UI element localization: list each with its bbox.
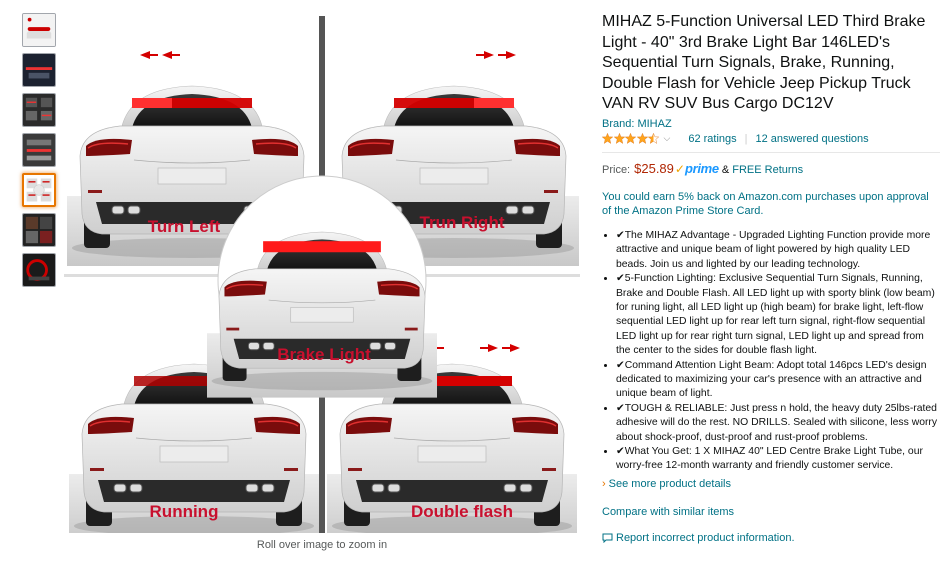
star-rating[interactable] [602,133,660,144]
price-label: Price: [602,163,631,176]
half-star-icon [648,133,659,144]
star-icon [637,133,648,144]
thumbnail-1[interactable] [22,13,56,47]
thumbnail-2[interactable] [22,53,56,87]
separator: | [744,132,748,145]
zoom-hint: Roll over image to zoom in [256,539,388,551]
free-returns-link[interactable]: FREE Returns [732,163,804,176]
comment-icon [602,533,613,543]
caption-turn-right: Trun Right [419,213,505,232]
prime-badge-icon: ✓ prime [674,160,719,176]
see-more-label: See more product details [608,477,731,490]
chevron-down-icon[interactable]: ⌵ [663,133,671,144]
prime-card-promo[interactable]: You could earn 5% back on Amazon.com purchases upon approval of the Amazon Prime Store Card. [602,190,929,218]
price-row [602,161,940,176]
turn-right-arrows-icon [476,51,516,59]
compare-link[interactable]: Compare with similar items [602,505,735,518]
star-icon [625,133,636,144]
list-item: • ✔The MIHAZ Advantage - Upgraded Lighting Function provide more attractive and unique beam of light powered by high quality LED beads. Join us and lighted by our leading technology. [616,229,940,272]
ampersand: & [721,163,730,176]
divider [602,152,940,153]
caption-running: Running [149,502,219,521]
thumbnail-3[interactable] [22,93,56,127]
list-item: • ✔What You Get: 1 X MIHAZ 40" LED Centre Brake Light Tube, our worry-free 12-month warranty and friendly customer service. [616,445,940,474]
feature-bullets [616,229,940,474]
list-item: • ✔TOUGH & RELIABLE: Just press n hold, the heavy duty 25lbs-rated adhesive will do the rest. NO DRILLS. Sealed with silicone, less worry about shock-proof, dust-proof and rust-proof problems. [616,402,940,445]
caption-brake-light: Brake Light [277,345,371,364]
ratings-link[interactable]: 62 ratings [688,132,737,145]
questions-link[interactable]: 12 answered questions [755,132,869,145]
thumbnail-strip [22,13,58,293]
caption-turn-left: Turn Left [147,217,221,236]
product-info [602,12,940,544]
brand-link[interactable]: Brand: MIHAZ [602,117,672,130]
thumbnail-6[interactable] [22,213,56,247]
turn-left-arrows-icon [140,51,180,59]
chevron-right-icon: › [602,477,606,490]
caption-double-flash: Double flash [410,502,514,521]
star-icon [614,133,625,144]
report-link[interactable] [602,532,940,544]
thumbnail-7[interactable] [22,253,56,287]
thumbnail-4[interactable] [22,133,56,167]
main-product-image[interactable] [64,16,580,533]
see-more-details[interactable] [602,478,940,490]
star-icon [602,133,613,144]
list-item: • ✔5-Function Lighting: Exclusive Sequential Turn Signals, Running, Brake and Double Flash. All LED light up with sporty blink (low beam) for runing light, all LED light up (high beam) for brake light, left-flow sequential LED light up for rear left turn signal, right-flow sequential LED light up for rear right turn signal, LED light up and spread from the center to the sides for double flash light. [616,272,940,358]
free-returns [722,164,803,176]
product-title: MIHAZ 5-Function Universal LED Third Brake Light - 40" 3rd Brake Light Bar 146LED's Sequential Turn Signals, Brake, Running, Double Flash for Vehicle Jeep Pickup Truck VAN RV SUV Bus Cargo DC12V [602,13,926,113]
report-label: Report incorrect product information. [616,531,795,544]
thumbnail-5-selected[interactable] [22,173,56,207]
list-item: • ✔Command Attention Light Beam: Adopt total 146pcs LED's design dedicated to maximizing your car's presence with an attractive and unique beam of light. [616,359,940,402]
rating-row [602,131,940,147]
price-value: $25.89 [634,160,674,176]
